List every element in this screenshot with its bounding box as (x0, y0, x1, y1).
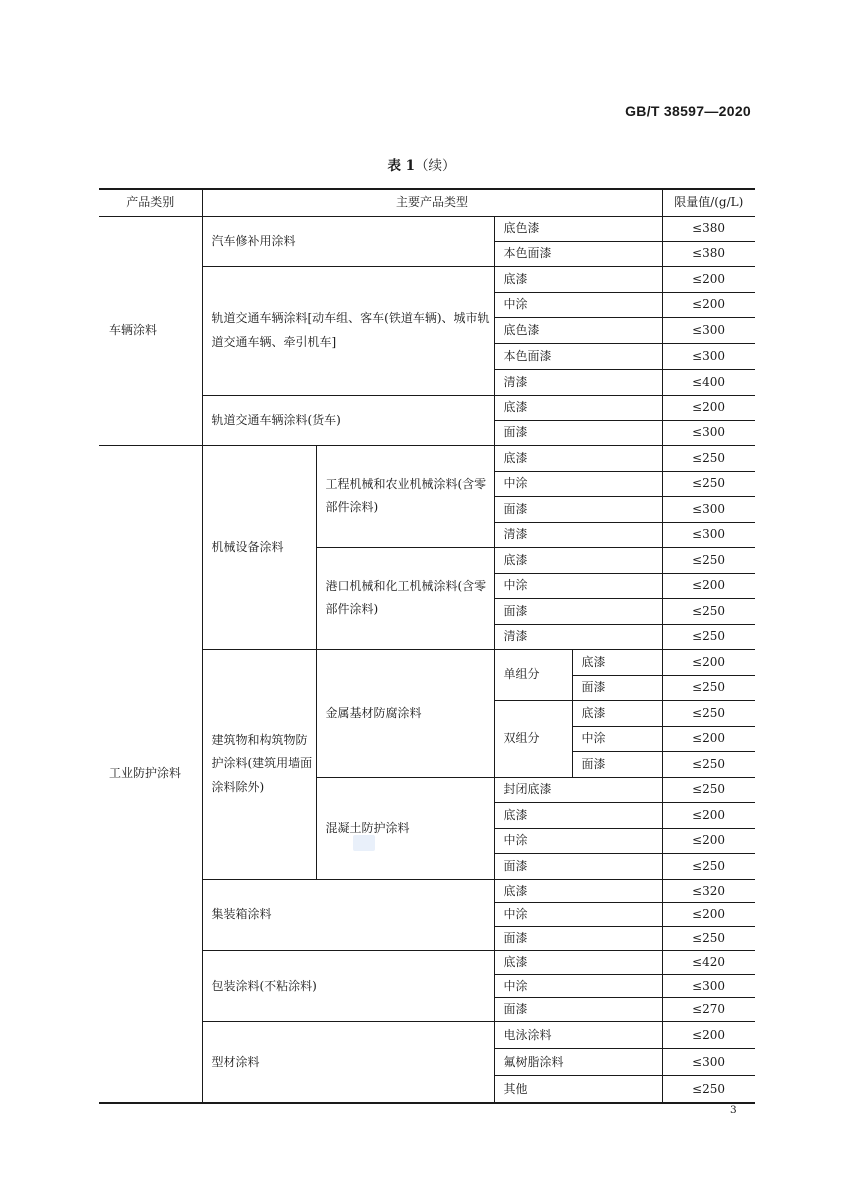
limit-cell: ≤200 (662, 649, 755, 675)
limit-cell: ≤380 (662, 241, 755, 266)
limit-cell: ≤270 (662, 998, 755, 1022)
coat-type-cell: 底漆 (494, 802, 662, 828)
product-subgroup-cell: 混凝土防护涂料 (316, 777, 494, 879)
coat-type-cell: 底漆 (494, 950, 662, 974)
standard-code: GB/T 38597—2020 (625, 103, 751, 119)
product-group-cell: 建筑物和构筑物防护涂料(建筑用墙面涂料除外) (202, 649, 316, 879)
limit-cell: ≤200 (662, 1022, 755, 1049)
coat-type-cell: 面漆 (494, 598, 662, 624)
limit-cell: ≤250 (662, 598, 755, 624)
coat-type-cell: 面漆 (494, 496, 662, 522)
coat-type-cell: 面漆 (572, 751, 662, 777)
coat-type-cell: 面漆 (494, 927, 662, 951)
coat-type-cell: 底漆 (572, 700, 662, 726)
limit-cell: ≤300 (662, 343, 755, 369)
coat-type-cell: 底漆 (494, 266, 662, 292)
coat-type-cell: 底漆 (494, 547, 662, 573)
table-caption-title: 表 1 (387, 158, 416, 174)
col-header-limit: 限量值/(g/L) (662, 189, 755, 216)
coat-type-cell: 本色面漆 (494, 343, 662, 369)
product-group-cell: 集装箱涂料 (202, 879, 494, 950)
limit-cell: ≤250 (662, 853, 755, 879)
limit-cell: ≤200 (662, 395, 755, 420)
limit-cell: ≤200 (662, 266, 755, 292)
category-cell: 车辆涂料 (99, 216, 202, 445)
coat-type-cell: 底漆 (494, 395, 662, 420)
coat-type-cell: 底漆 (494, 879, 662, 903)
table-header-row (99, 189, 755, 216)
limit-cell: ≤400 (662, 369, 755, 395)
product-group-cell: 轨道交通车辆涂料[动车组、客车(铁道车辆)、城市轨道交通车辆、牵引机车] (202, 266, 494, 395)
limit-cell: ≤420 (662, 950, 755, 974)
coat-type-cell: 其他 (494, 1076, 662, 1103)
product-group-cell: 包装涂料(不粘涂料) (202, 950, 494, 1021)
limit-cell: ≤250 (662, 751, 755, 777)
coat-type-cell: 面漆 (494, 853, 662, 879)
category-cell: 工业防护涂料 (99, 445, 202, 1103)
table-caption-suffix: （续） (415, 158, 456, 174)
coat-type-cell: 中涂 (494, 974, 662, 998)
coat-type-cell: 中涂 (494, 292, 662, 317)
limit-cell: ≤380 (662, 216, 755, 241)
coat-type-cell: 面漆 (494, 420, 662, 445)
coat-type-cell: 电泳涂料 (494, 1022, 662, 1049)
coat-type-cell: 中涂 (494, 573, 662, 598)
component-type-cell: 单组分 (494, 649, 572, 700)
limit-cell: ≤300 (662, 496, 755, 522)
coat-type-cell: 面漆 (494, 998, 662, 1022)
product-group-cell: 轨道交通车辆涂料(货车) (202, 395, 494, 445)
col-header-category: 产品类别 (99, 189, 202, 216)
coat-type-cell: 清漆 (494, 624, 662, 649)
limit-cell: ≤250 (662, 547, 755, 573)
product-group-cell: 型材涂料 (202, 1022, 494, 1103)
coat-type-cell: 底色漆 (494, 317, 662, 343)
coat-type-cell: 清漆 (494, 369, 662, 395)
coat-type-cell: 氟树脂涂料 (494, 1049, 662, 1076)
limit-cell: ≤300 (662, 317, 755, 343)
limit-cell: ≤300 (662, 420, 755, 445)
table-row (99, 216, 755, 241)
limit-cell: ≤200 (662, 802, 755, 828)
limit-cell: ≤250 (662, 927, 755, 951)
limit-cell: ≤250 (662, 1076, 755, 1103)
product-subgroup-cell: 港口机械和化工机械涂料(含零部件涂料) (316, 547, 494, 649)
coat-type-cell: 面漆 (572, 675, 662, 700)
voc-limit-table (99, 188, 755, 1104)
coat-type-cell: 中涂 (494, 903, 662, 927)
page-number: 3 (730, 1104, 737, 1116)
limit-cell: ≤300 (662, 522, 755, 547)
watermark-stamp (353, 835, 375, 851)
limit-cell: ≤250 (662, 777, 755, 802)
limit-cell: ≤200 (662, 828, 755, 853)
coat-type-cell: 底色漆 (494, 216, 662, 241)
col-header-main-type: 主要产品类型 (202, 189, 662, 216)
product-group-cell: 机械设备涂料 (202, 445, 316, 649)
table-row (99, 445, 755, 471)
limit-cell: ≤300 (662, 974, 755, 998)
limit-cell: ≤250 (662, 675, 755, 700)
limit-cell: ≤200 (662, 726, 755, 751)
component-type-cell: 双组分 (494, 700, 572, 777)
coat-type-cell: 清漆 (494, 522, 662, 547)
limit-cell: ≤250 (662, 445, 755, 471)
limit-cell: ≤250 (662, 700, 755, 726)
coat-type-cell: 封闭底漆 (494, 777, 662, 802)
table-caption (0, 154, 843, 174)
coat-type-cell: 中涂 (572, 726, 662, 751)
limit-cell: ≤200 (662, 903, 755, 927)
coat-type-cell: 底漆 (494, 445, 662, 471)
limit-cell: ≤300 (662, 1049, 755, 1076)
product-group-cell: 汽车修补用涂料 (202, 216, 494, 266)
coat-type-cell: 中涂 (494, 828, 662, 853)
coat-type-cell: 底漆 (572, 649, 662, 675)
product-subgroup-cell: 工程机械和农业机械涂料(含零部件涂料) (316, 445, 494, 547)
limit-cell: ≤200 (662, 292, 755, 317)
coat-type-cell: 本色面漆 (494, 241, 662, 266)
product-subgroup-cell: 金属基材防腐涂料 (316, 649, 494, 777)
coat-type-cell: 中涂 (494, 471, 662, 496)
limit-cell: ≤200 (662, 573, 755, 598)
limit-cell: ≤250 (662, 471, 755, 496)
limit-cell: ≤250 (662, 624, 755, 649)
limit-cell: ≤320 (662, 879, 755, 903)
